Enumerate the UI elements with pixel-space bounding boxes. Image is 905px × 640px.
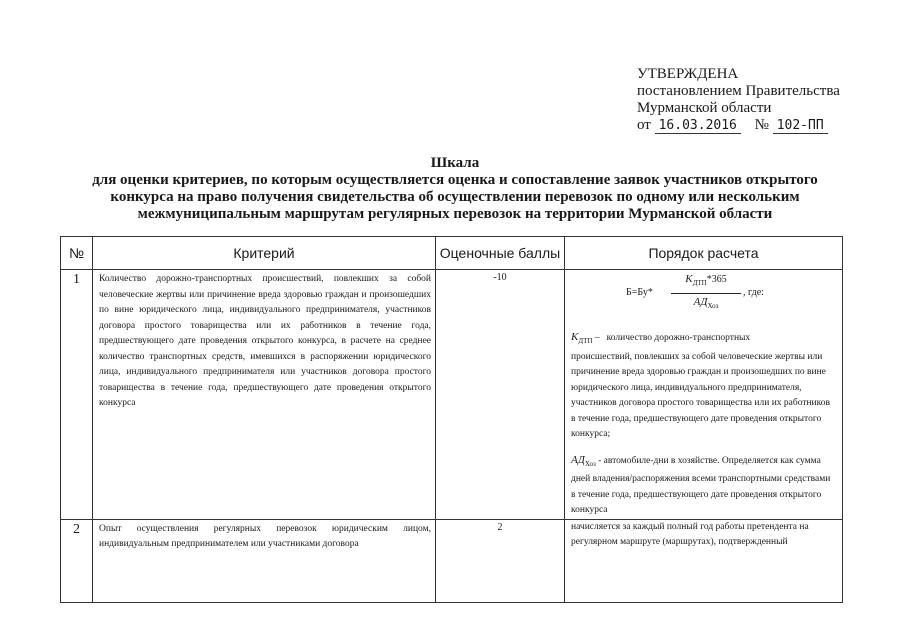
def1-first: количество дорожно-транспортных	[606, 333, 751, 343]
def1-dash: –	[592, 333, 600, 343]
approval-block	[637, 66, 840, 134]
denominator-symbol: АД	[693, 295, 708, 308]
table-row	[61, 270, 843, 520]
formula-numerator	[671, 272, 741, 294]
def2-subscript: Хоз	[584, 459, 596, 468]
table-row	[61, 519, 843, 602]
header-criterion: Критерий	[93, 237, 436, 270]
def1-symbol-wrap	[571, 331, 593, 346]
definition-accidents	[571, 330, 836, 443]
def1-text: происшествий, повлекших за собой человеческие жертвы или причинение вреда здоровью граждан и произошедших по вине юридического лица, индивидуального предпринимателя, участников договора простого товарищества или их работников в течение года, предшествующего дате проведения открытого конкурса;	[571, 351, 831, 440]
document-title	[80, 155, 830, 223]
numerator-subscript: ДТП	[692, 279, 707, 287]
score-value: 2	[436, 519, 565, 602]
criterion-text: Опыт осуществления регулярных перевозок юридическим лицом, индивидуальным предпринимателем или участниками договора	[93, 519, 436, 602]
denominator-subscript: Хоз	[707, 301, 719, 310]
table-header-row	[61, 237, 843, 270]
header-number: №	[61, 237, 93, 270]
formula-denominator	[671, 294, 741, 315]
formula-lhs: Б=Бу*	[626, 287, 653, 298]
row-number: 2	[61, 519, 93, 602]
numerator-rest: *365	[706, 274, 727, 285]
def2-text: - автомобиле-дни в хозяйстве. Определяется как сумма дней владения/распоряжения всеми транспортными средствами в течение года, предшествующего дате проведения открытого конкурса	[571, 455, 831, 516]
formula-tail: , где:	[743, 287, 764, 298]
title-line-3: конкурса на право получения свидетельства об осуществлении перевозок по одному или нескольким	[110, 189, 800, 205]
calculation-cell	[565, 270, 843, 520]
numerator-symbol: К	[685, 273, 693, 285]
number-prefix: №	[754, 117, 769, 133]
score-value: -10	[436, 270, 565, 520]
title-line-4: межмуниципальным маршрутам регулярных перевозок на территории Мурманской области	[137, 206, 773, 222]
def2-symbol-wrap	[571, 454, 596, 466]
criteria-table	[60, 236, 843, 603]
title-line-2: для оценки критериев, по которым осуществляется оценка и сопоставление заявок участников открытого	[92, 172, 818, 188]
row-number: 1	[61, 270, 93, 520]
def1-symbol: К	[571, 331, 579, 343]
formula	[571, 272, 836, 316]
approval-date-line	[637, 117, 840, 134]
def2-symbol: АД	[571, 453, 585, 466]
date-prefix: от	[637, 117, 651, 133]
approval-line-2: Мурманской области	[637, 100, 772, 116]
header-calculation: Порядок расчета	[565, 237, 843, 270]
calculation-text: начисляется за каждый полный год работы претендента на регулярном маршруте (маршрутах), подтвержденный	[565, 519, 843, 602]
definition-car-days	[571, 453, 836, 519]
approval-line-1: постановлением Правительства	[637, 83, 840, 99]
header-score: Оценочные баллы	[436, 237, 565, 270]
criterion-text: Количество дорожно-транспортных происшествий, повлекших за собой человеческие жертвы или причинение вреда здоровью граждан и произошедших по вине юридического лица, индивидуального предпринимателя, участников договора простого товарищества или их работников в течение года, предшествующего дате проведения открытого конкурса, в расчете на среднее количество транспортных средств, имевшихся в распоряжении юридического лица, индивидуального предпринимателя или участников договора простого товарищества в течение года, предшествующего дате проведения открытого конкурса	[93, 270, 436, 520]
formula-fraction	[671, 272, 741, 314]
title-line-1: Шкала	[430, 155, 480, 171]
def1-subscript: ДТП	[578, 337, 593, 346]
approval-heading: УТВЕРЖДЕНА	[637, 66, 739, 82]
approval-number: 102-ПП	[773, 118, 828, 134]
approval-date: 16.03.2016	[655, 118, 741, 134]
